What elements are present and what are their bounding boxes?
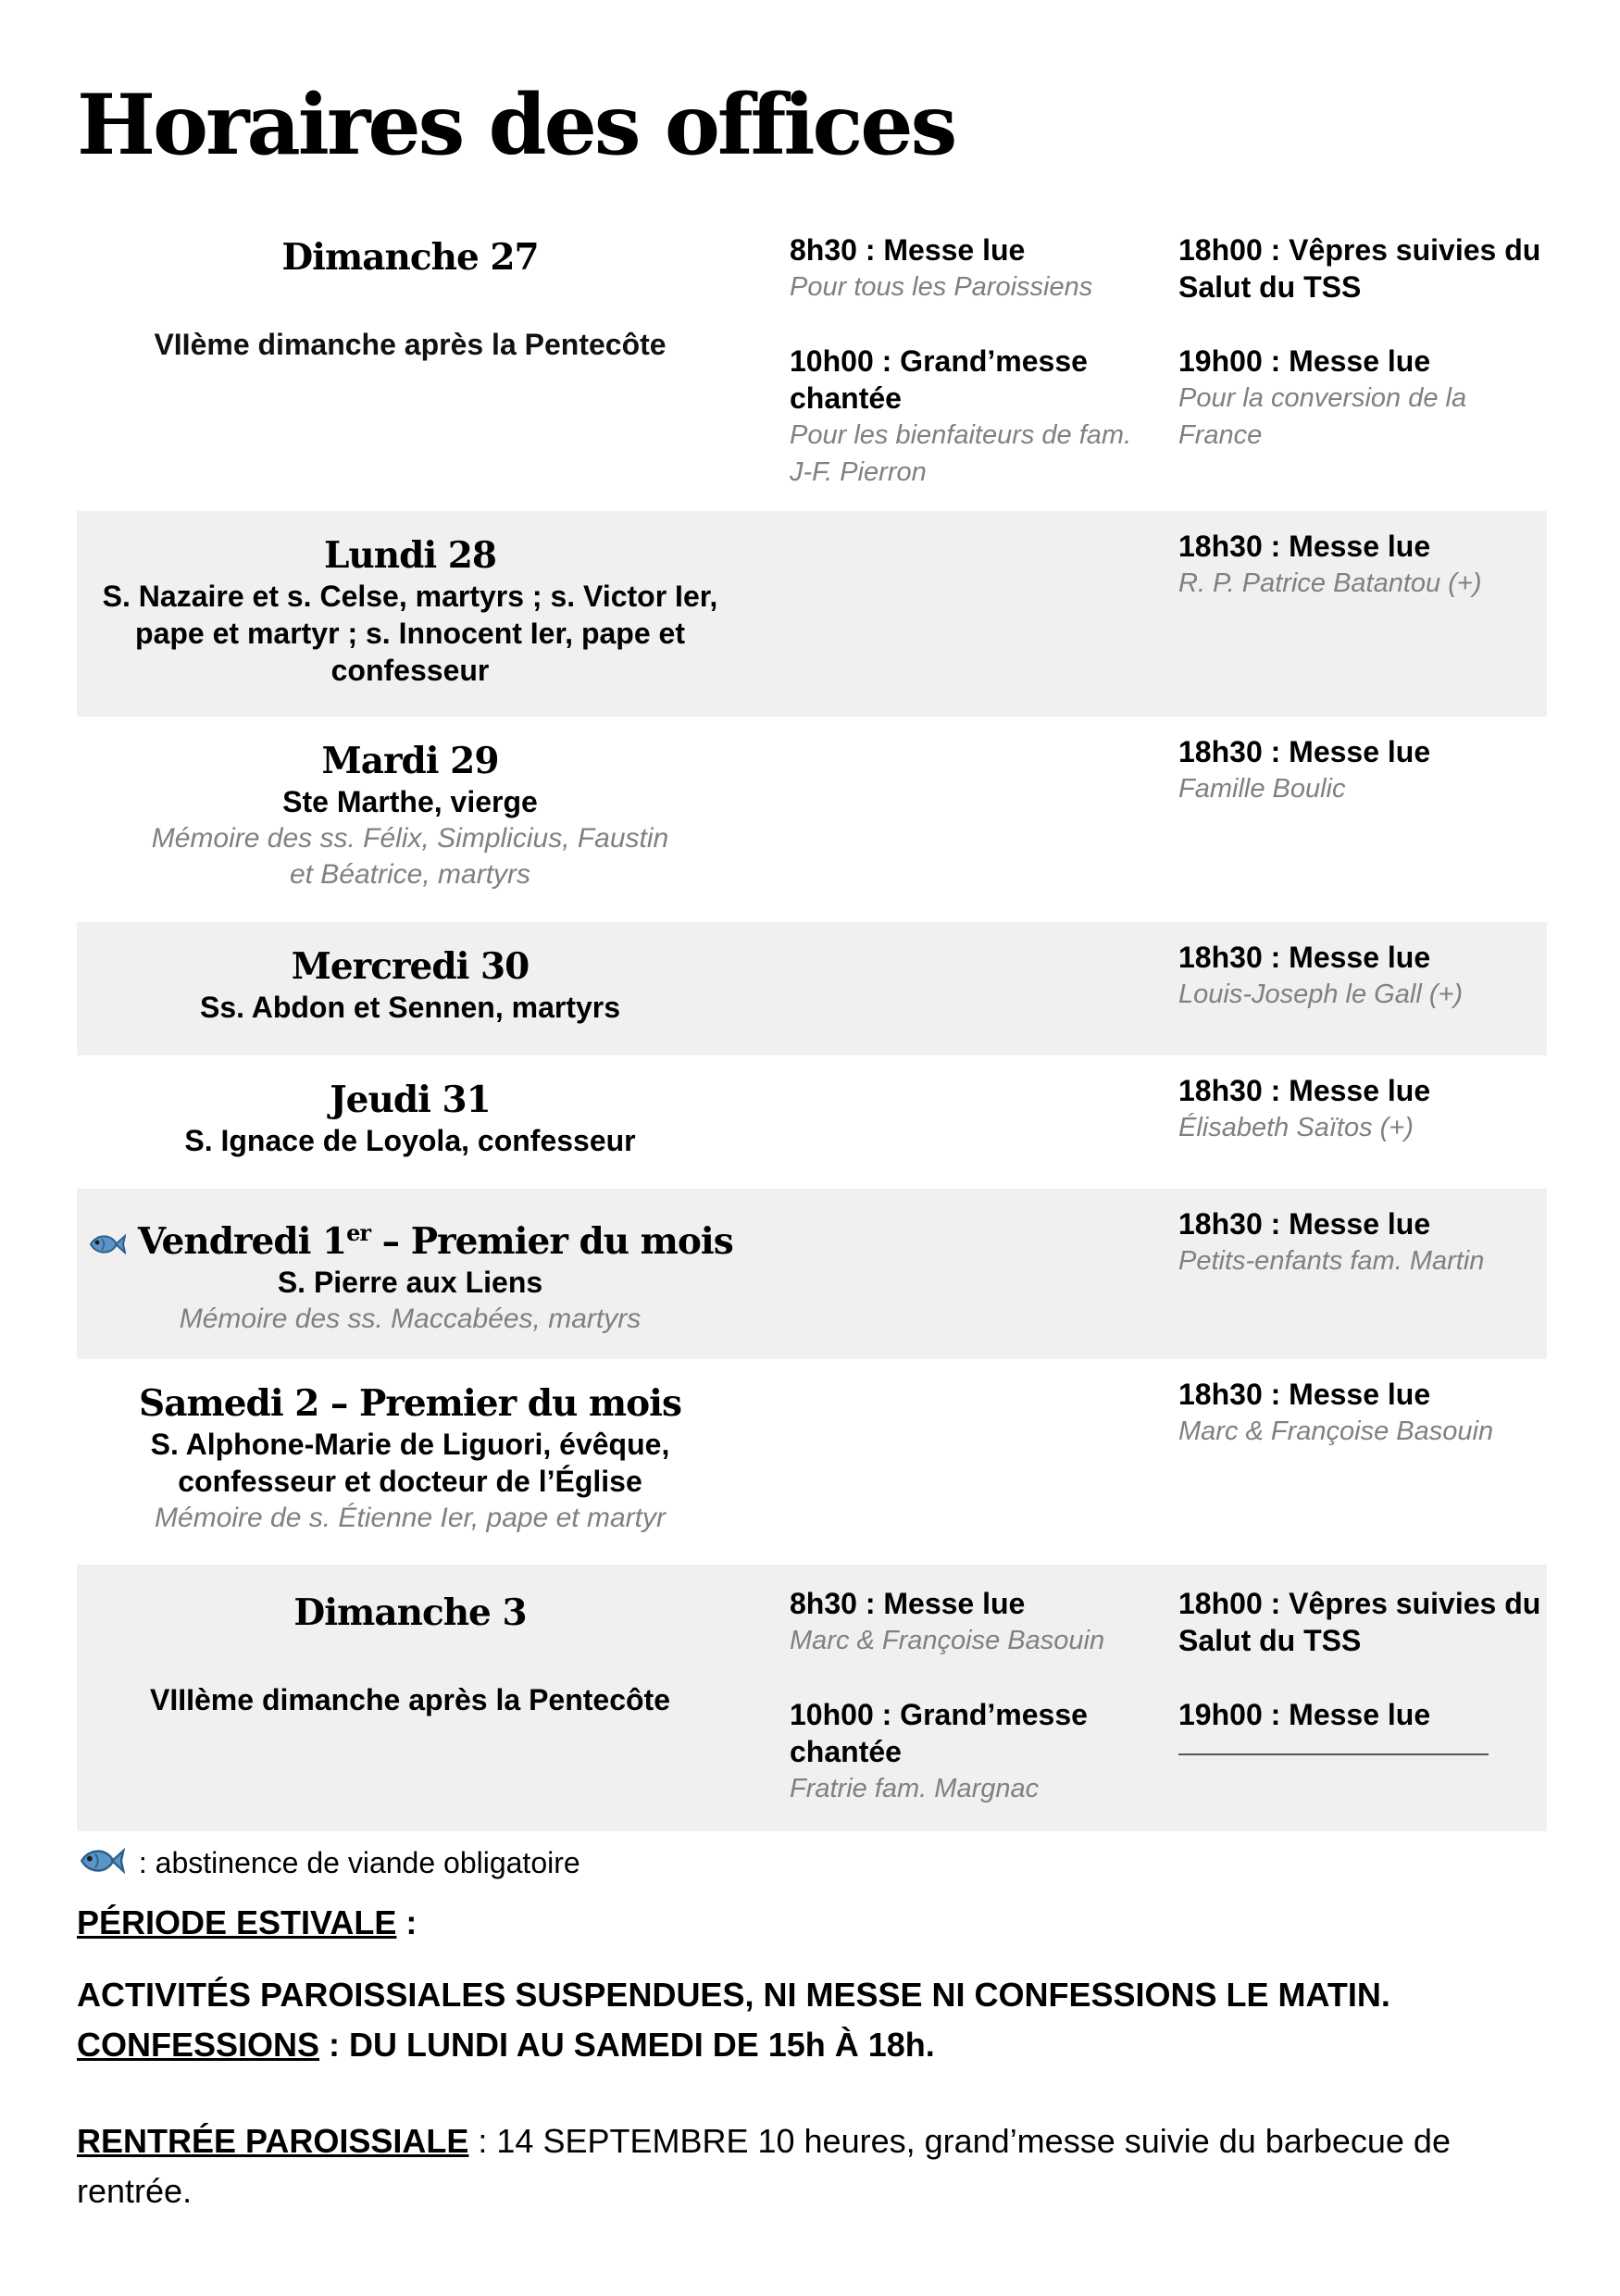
mass-time: 18h30 : Messe lue	[1178, 941, 1431, 974]
schedule-row-samedi-2	[77, 1359, 1547, 1565]
mass-time: 10h00 : Grand’messe chantée	[790, 344, 1088, 415]
mass-time: 19h00 : Messe lue	[1178, 344, 1431, 378]
mass-time: 18h00 : Vêpres suivies du Salut du TSS	[1178, 233, 1541, 304]
mass-intention: Fratrie fam. Margnac	[790, 1774, 1040, 1803]
schedule-row-lundi-28	[77, 511, 1547, 717]
legend-text: : abstinence de viande obligatoire	[138, 1846, 580, 1879]
day-title: Jeudi 31	[330, 1079, 491, 1121]
feast-name: S. Nazaire et s. Celse, martyrs ; s. Victor Ier, pape et martyr ; s. Innocent Ier, pape et confesseur	[102, 580, 718, 687]
confessions-notice	[77, 2020, 1558, 2070]
fish-icon	[77, 1845, 125, 1877]
day-name: Vendredi 1	[137, 1220, 347, 1263]
legend	[77, 1844, 580, 1881]
rentree-text: : 14 SEPTEMBRE 10 heures, grand’messe suivie du barbecue de rentrée.	[77, 2122, 1451, 2210]
mass-time: 18h30 : Messe lue	[1178, 735, 1431, 768]
rentree-label: RENTRÉE PAROISSIALE	[77, 2122, 469, 2160]
schedule-row-mardi-29	[77, 717, 1547, 922]
feast-name: S. Pierre aux Liens	[277, 1266, 543, 1299]
page-title: Horaires des offices	[77, 76, 955, 174]
empty-intention-line	[1178, 1733, 1489, 1755]
feast-name: VIIIème dimanche après la Pentecôte	[149, 1683, 670, 1716]
day-subtitle: – Premier du mois	[370, 1220, 733, 1263]
mass-time: 8h30 : Messe lue	[790, 233, 1026, 267]
schedule-row-jeudi-31	[77, 1055, 1547, 1189]
announcements	[77, 1898, 1558, 2216]
schedule-row-dimanche-3	[77, 1565, 1547, 1831]
commemoration: Mémoire des ss. Maccabées, martyrs	[179, 1304, 642, 1334]
day-title: Lundi 28	[323, 534, 497, 577]
ordinal-suffix: er	[346, 1219, 371, 1246]
mass-time: 19h00 : Messe lue	[1178, 1698, 1431, 1731]
fish-icon	[87, 1231, 126, 1257]
feast-name: S. Ignace de Loyola, confesseur	[184, 1124, 636, 1157]
mass-time: 10h00 : Grand’messe chantée	[790, 1698, 1088, 1768]
summer-label: PÉRIODE ESTIVALE	[77, 1903, 397, 1941]
rentree-notice	[77, 2116, 1558, 2216]
summer-colon: :	[396, 1903, 417, 1941]
mass-time: 8h30 : Messe lue	[790, 1587, 1026, 1620]
confessions-label: CONFESSIONS	[77, 2026, 320, 2064]
mass-intention: Pour les bienfaiteurs de fam. J-F. Pierron	[790, 420, 1132, 487]
mass-intention: Famille Boulic	[1178, 774, 1346, 804]
feast-name: S. Alphone-Marie de Liguori, évêque, confesseur et docteur de l’Église	[150, 1428, 670, 1498]
schedule-row-dimanche-27	[77, 222, 1547, 511]
mass-time: 18h30 : Messe lue	[1178, 1074, 1431, 1107]
day-title: Mercredi 30	[291, 945, 530, 988]
feast-name: Ss. Abdon et Sennen, martyrs	[199, 991, 621, 1024]
mass-intention: Marc & Françoise Basouin	[790, 1626, 1105, 1655]
mass-time: 18h30 : Messe lue	[1178, 530, 1431, 563]
commemoration: Mémoire de s. Étienne Ier, pape et martyr	[155, 1503, 666, 1533]
mass-intention: Pour la conversion de la France	[1178, 383, 1467, 450]
day-title: Samedi 2 – Premier du mois	[139, 1382, 681, 1425]
schedule-row-mercredi-30	[77, 922, 1547, 1055]
mass-time: 18h00 : Vêpres suivies du Salut du TSS	[1178, 1587, 1541, 1657]
summer-heading	[77, 1898, 1558, 1948]
mass-time: 18h30 : Messe lue	[1178, 1207, 1431, 1241]
activities-notice: ACTIVITÉS PAROISSIALES SUSPENDUES, NI MESSE NI CONFESSIONS LE MATIN.	[77, 1976, 1390, 2014]
feast-name: VIIème dimanche après la Pentecôte	[154, 328, 667, 361]
schedule-row-vendredi-1	[77, 1189, 1547, 1359]
mass-intention: Louis-Joseph le Gall (+)	[1178, 980, 1464, 1009]
mass-intention: Élisabeth Saïtos (+)	[1178, 1113, 1414, 1142]
mass-intention: Petits-enfants fam. Martin	[1178, 1246, 1485, 1276]
schedule-table	[77, 222, 1547, 1831]
mass-intention: Marc & Françoise Basouin	[1178, 1416, 1494, 1446]
day-title: Dimanche 27	[281, 236, 539, 279]
day-title	[77, 1211, 743, 1264]
day-title: Dimanche 3	[293, 1591, 527, 1634]
feast-name: Ste Marthe, vierge	[282, 785, 538, 818]
mass-intention: Pour tous les Paroissiens	[790, 272, 1093, 302]
day-title: Mardi 29	[321, 740, 499, 782]
confessions-text: : DU LUNDI AU SAMEDI DE 15h À 18h.	[319, 2026, 935, 2064]
commemoration: Mémoire des ss. Félix, Simplicius, Faustin et Béatrice, martyrs	[151, 823, 669, 890]
mass-time: 18h30 : Messe lue	[1178, 1378, 1431, 1411]
mass-intention: R. P. Patrice Batantou (+)	[1178, 568, 1482, 598]
